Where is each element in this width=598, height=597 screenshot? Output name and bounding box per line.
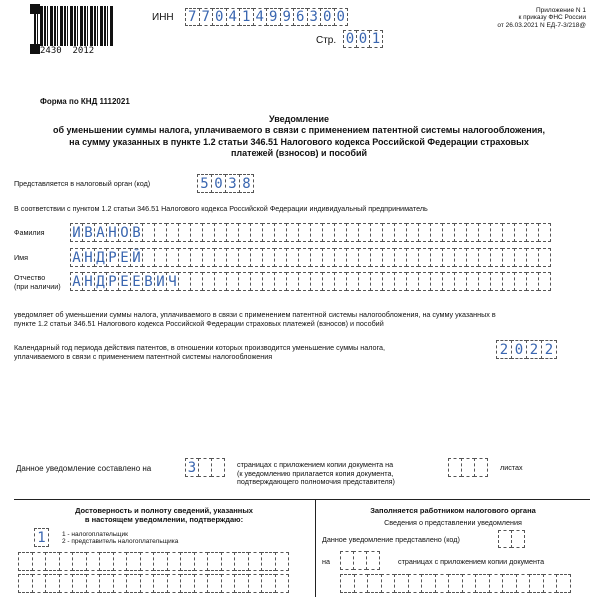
char-cell	[394, 574, 409, 593]
pages-text-line-3: подтверждающего полномочия представителя)	[237, 477, 395, 487]
char-cell	[167, 552, 182, 571]
char-cell	[99, 574, 114, 593]
char-cell: 3	[307, 8, 322, 26]
char-cell: Р	[106, 272, 119, 291]
char-cell: 7	[199, 8, 214, 26]
tax-officer-section-title: Заполняется работником налогового органа	[370, 506, 536, 515]
pages-text-line-1: страницах с приложением копии документа на	[237, 460, 394, 469]
char-cell: А	[94, 223, 107, 242]
char-cell	[474, 458, 488, 477]
char-cell	[140, 574, 155, 593]
char-cell	[353, 551, 367, 570]
char-cell	[275, 552, 290, 571]
representative-name-row-2[interactable]	[18, 574, 288, 593]
title-line-1: Уведомление	[268, 114, 329, 124]
signer-option-1: 1 - налогоплательщик	[62, 531, 129, 538]
char-cell: В	[130, 223, 143, 242]
pages-text-line-2: (к уведомлению прилагается копия документа,	[237, 468, 394, 478]
char-cell	[180, 552, 195, 571]
tax-office-label: Представляется в налоговый орган (код)	[14, 179, 151, 188]
char-cell: В	[82, 223, 95, 242]
char-cell: 2	[496, 340, 512, 359]
char-cell: Н	[82, 248, 95, 267]
char-cell	[529, 574, 544, 593]
barcode	[34, 6, 114, 46]
char-cell	[211, 458, 225, 477]
char-cell: 4	[226, 8, 241, 26]
char-cell	[421, 574, 436, 593]
representative-name-row-1[interactable]	[18, 552, 288, 571]
char-cell: 9	[266, 8, 281, 26]
char-cell	[86, 574, 101, 593]
notify-text-line-1: уведомляет об уменьшении суммы налога, уплачиваемого в связи с применением патентной системы налогообложения, на сумму указанных в	[14, 310, 496, 319]
signer-option-2: 2 - представитель налогоплательщика	[62, 538, 179, 546]
char-cell	[498, 530, 512, 548]
char-cell: 2	[526, 340, 542, 359]
char-cell	[18, 552, 33, 571]
year-field[interactable]	[496, 340, 556, 359]
barcode-marker-top-left	[30, 4, 40, 14]
char-cell: Е	[118, 248, 131, 267]
char-cell	[543, 574, 558, 593]
char-cell	[448, 458, 462, 477]
patronymic-field[interactable]	[70, 272, 550, 291]
char-cell: 0	[334, 8, 349, 26]
surname-field[interactable]	[70, 223, 550, 242]
name-field[interactable]	[70, 248, 550, 267]
confirmation-title-line-2: в настоящем уведомлении, подтверждаю:	[84, 515, 244, 525]
year-label	[14, 344, 385, 361]
char-cell: 1	[239, 8, 254, 26]
submission-code-field[interactable]	[498, 530, 524, 548]
appendix-note	[497, 7, 586, 29]
char-cell	[461, 458, 475, 477]
char-cell	[340, 551, 354, 570]
on-label: на	[322, 557, 330, 566]
char-cell	[221, 552, 236, 571]
pages-count-field[interactable]	[185, 458, 224, 477]
char-cell	[198, 458, 212, 477]
char-cell	[113, 574, 128, 593]
char-cell	[261, 574, 276, 593]
char-cell: 0	[356, 30, 370, 48]
section-divider-horizontal	[14, 499, 590, 500]
char-cell	[194, 552, 209, 571]
char-cell	[180, 574, 195, 593]
char-cell: 0	[211, 174, 226, 193]
char-cell	[153, 574, 168, 593]
char-cell: 3	[185, 458, 199, 477]
char-cell: 0	[320, 8, 335, 26]
signer-type-field[interactable]	[34, 528, 48, 547]
surname-label: Фамилия	[14, 228, 45, 237]
notify-text	[14, 311, 589, 328]
char-cell	[538, 248, 551, 267]
char-cell	[261, 552, 276, 571]
appendix-line-3: от 26.03.2021 N ЕД-7-3/218@	[497, 21, 586, 29]
page-label: Стр.	[316, 35, 337, 46]
char-cell	[502, 574, 517, 593]
confirmation-title-line-1: Достоверность и полноту сведений, указанных	[75, 506, 253, 515]
char-cell: Е	[118, 272, 131, 291]
confirmation-title	[14, 506, 314, 525]
char-cell: 1	[34, 528, 49, 547]
char-cell	[538, 223, 551, 242]
patronymic-label-line-2: (при наличии)	[14, 281, 61, 291]
submission-code-label: Данное уведомление представлено (код)	[322, 535, 460, 544]
title-line-2: об уменьшении суммы налога, уплачиваемого в связи с применением патентной системы налогообложения,	[52, 125, 546, 136]
char-cell: 0	[212, 8, 227, 26]
char-cell: 4	[253, 8, 268, 26]
page-number-field[interactable]	[343, 30, 382, 48]
char-cell	[475, 574, 490, 593]
char-cell	[516, 574, 531, 593]
char-cell	[207, 552, 222, 571]
char-cell	[448, 574, 463, 593]
char-cell	[140, 552, 155, 571]
inn-label: ИНН	[152, 12, 174, 23]
signer-options	[62, 531, 178, 546]
char-cell: Ч	[166, 272, 179, 291]
char-cell: И	[154, 272, 167, 291]
char-cell	[126, 552, 141, 571]
char-cell	[194, 574, 209, 593]
char-cell	[367, 574, 382, 593]
char-cell: Й	[130, 248, 143, 267]
char-cell	[59, 552, 74, 571]
char-cell	[32, 552, 47, 571]
char-cell	[86, 552, 101, 571]
char-cell	[113, 552, 128, 571]
char-cell	[248, 552, 263, 571]
char-cell	[45, 574, 60, 593]
char-cell: 6	[293, 8, 308, 26]
char-cell	[435, 574, 450, 593]
char-cell: Н	[106, 223, 119, 242]
year-label-line-1: Календарный год периода действия патентов, в отношении которых производится уменьшение суммы налога,	[14, 343, 385, 352]
title-line-3: на сумму указанных в пункте 1.2 статьи 346.51 Налогового кодекса Российской Федерации страховых	[69, 136, 529, 147]
char-cell	[354, 574, 369, 593]
received-sheets-field[interactable]	[340, 574, 570, 593]
char-cell	[511, 530, 525, 548]
appendix-line-2: к приказу ФНС России	[518, 14, 586, 22]
pages-label: Данное уведомление составлено на	[16, 464, 152, 473]
char-cell	[99, 552, 114, 571]
char-cell	[538, 272, 551, 291]
sheets-count-field[interactable]	[448, 458, 487, 477]
char-cell: А	[70, 272, 83, 291]
char-cell: И	[70, 223, 83, 242]
char-cell	[72, 574, 87, 593]
inn-field[interactable]	[185, 8, 347, 26]
char-cell	[234, 574, 249, 593]
char-cell: Р	[106, 248, 119, 267]
pages-attachment-text	[237, 461, 395, 487]
char-cell	[556, 574, 571, 593]
year-label-line-2: уплачиваемого в связи с применением патентной системы налогообложения	[14, 351, 273, 361]
char-cell: Е	[130, 272, 143, 291]
char-cell: 7	[185, 8, 200, 26]
char-cell	[340, 574, 355, 593]
char-cell	[248, 574, 263, 593]
name-label: Имя	[14, 253, 28, 262]
char-cell	[18, 574, 33, 593]
char-cell: 0	[343, 30, 357, 48]
received-pages-field[interactable]	[340, 551, 379, 570]
patronymic-label	[14, 274, 61, 291]
char-cell	[59, 574, 74, 593]
char-cell: 9	[280, 8, 295, 26]
char-cell: О	[118, 223, 131, 242]
char-cell	[234, 552, 249, 571]
char-cell: 5	[197, 174, 212, 193]
char-cell: В	[142, 272, 155, 291]
form-code: Форма по КНД 1112021	[40, 97, 130, 106]
char-cell: А	[70, 248, 83, 267]
char-cell	[126, 574, 141, 593]
sheets-label: листах	[500, 463, 523, 472]
char-cell	[381, 574, 396, 593]
char-cell	[489, 574, 504, 593]
char-cell	[462, 574, 477, 593]
char-cell: 2	[541, 340, 557, 359]
char-cell: Н	[82, 272, 95, 291]
char-cell: Д	[94, 248, 107, 267]
barcode-marker-bottom-left	[30, 44, 40, 54]
title-line-4: платежей (взносов) и пособий	[230, 147, 368, 158]
char-cell	[45, 552, 60, 571]
tax-office-code-field[interactable]	[197, 174, 253, 193]
tax-officer-subtitle: Сведения о представлении уведомления	[384, 518, 522, 527]
char-cell	[408, 574, 423, 593]
char-cell	[221, 574, 236, 593]
char-cell	[72, 552, 87, 571]
received-pages-text: страницах с приложением копии документа	[398, 557, 545, 566]
basis-text: В соответствии с пунктом 1.2 статьи 346.51 Налогового кодекса Российской Федерации индивидуальный предприниматель	[14, 204, 428, 213]
patronymic-label-line-1: Отчество	[14, 273, 46, 282]
barcode-number: 2430 2012	[40, 46, 95, 56]
char-cell	[32, 574, 47, 593]
char-cell: 3	[225, 174, 240, 193]
char-cell	[167, 574, 182, 593]
char-cell: Д	[94, 272, 107, 291]
char-cell	[275, 574, 290, 593]
char-cell	[366, 551, 380, 570]
char-cell: 8	[239, 174, 254, 193]
char-cell: 0	[511, 340, 527, 359]
char-cell	[153, 552, 168, 571]
char-cell: 1	[369, 30, 383, 48]
document-title	[0, 114, 598, 159]
appendix-line-1: Приложение N 1	[535, 7, 586, 14]
notify-text-line-2: пункте 1.2 статьи 346.51 Налогового кодекса Российской Федерации страховых платежей (взносов) и пособий	[14, 318, 384, 328]
char-cell	[207, 574, 222, 593]
